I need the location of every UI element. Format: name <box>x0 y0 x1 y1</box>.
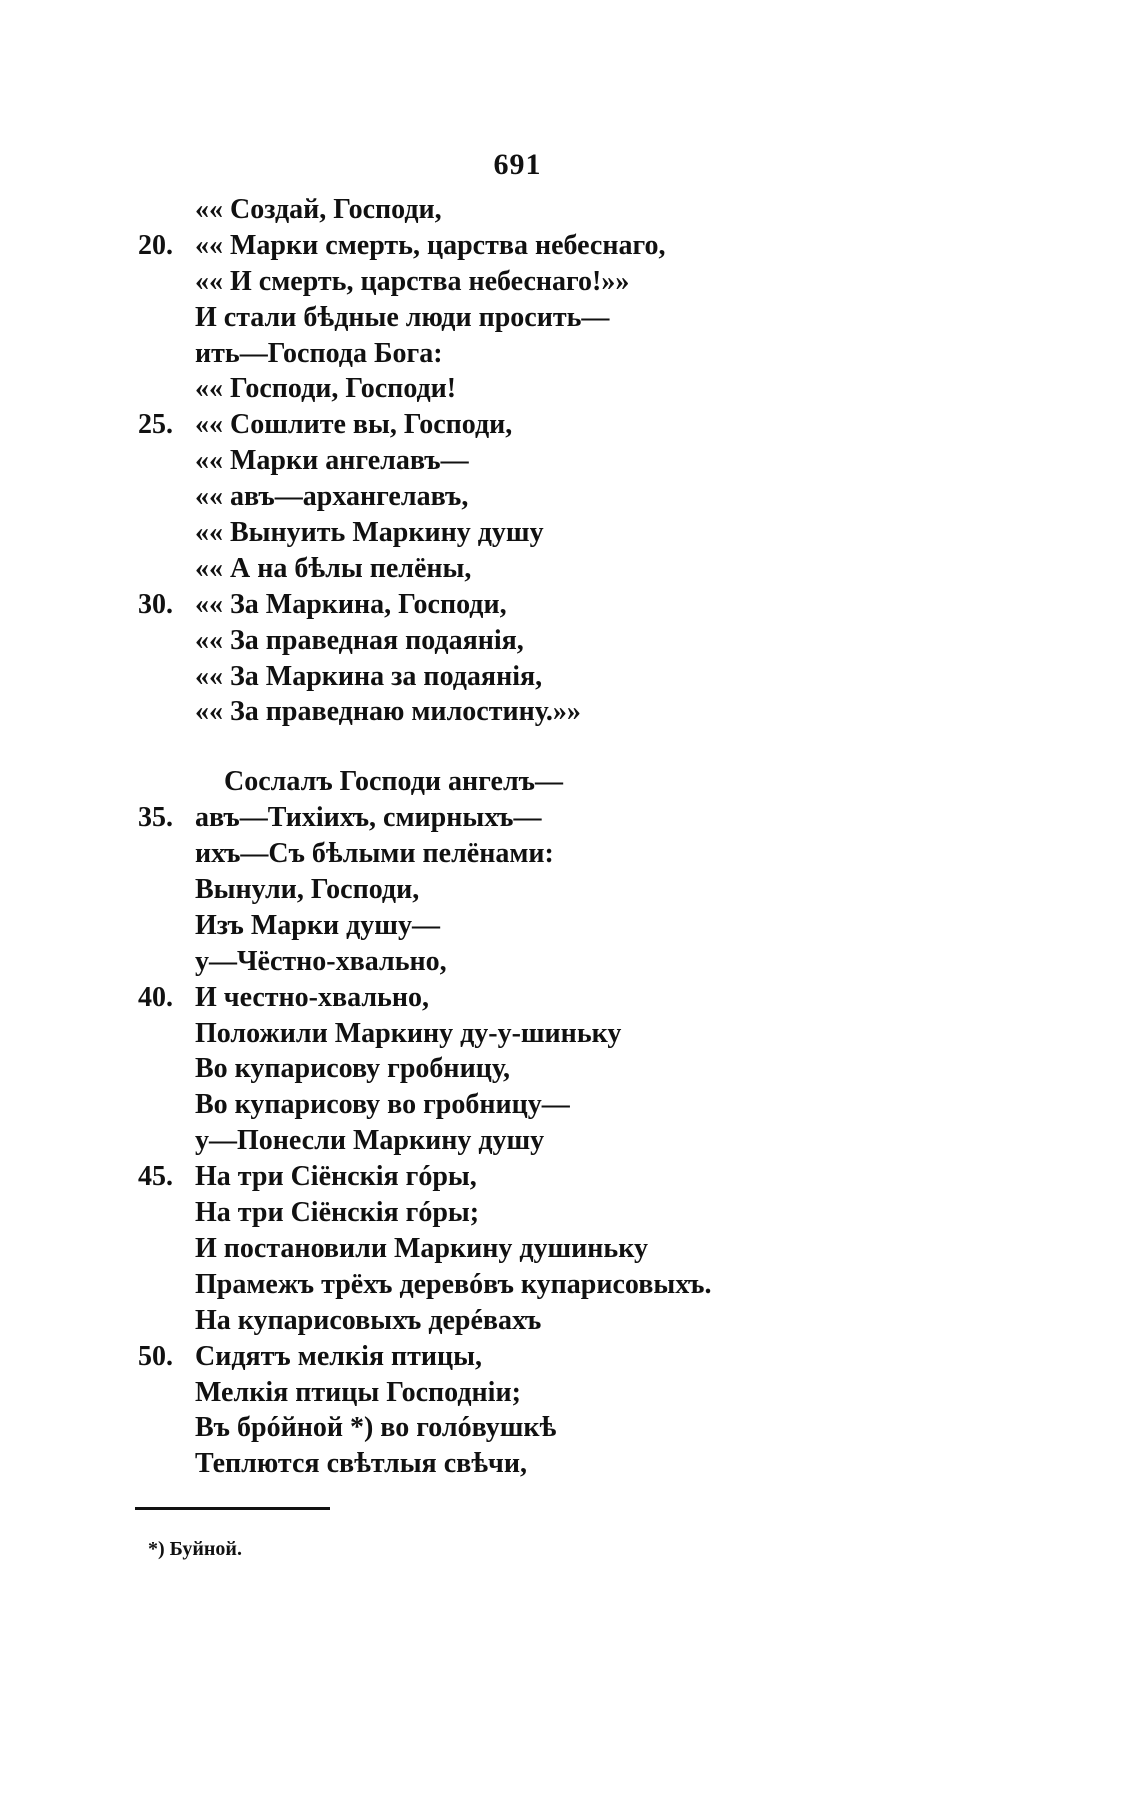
line-text: «« Сошлите вы, Господи, <box>195 409 513 441</box>
poem-line <box>0 1231 1140 1267</box>
poem-line <box>0 1051 1140 1087</box>
line-text: Сослалъ Господи ангелъ— <box>224 766 563 798</box>
line-text: Изъ Марки душу— <box>195 909 440 941</box>
line-text: «« Вынуить Маркину душу <box>195 517 544 549</box>
line-text: «« Создай, Господи, <box>195 194 442 225</box>
poem-line <box>0 407 1140 443</box>
line-number: 30. <box>138 588 173 620</box>
poem-text <box>0 192 1140 1482</box>
poem-line <box>0 1446 1140 1482</box>
poem-line <box>0 443 1140 479</box>
line-text: «« За праведнаю милостину.»» <box>195 696 581 728</box>
line-text: Положили Маркину ду-у-шиньку <box>195 1017 622 1049</box>
line-number: 40. <box>138 981 173 1013</box>
line-text: На купарисовыхъ дерéвахъ <box>195 1304 542 1336</box>
line-text: На три Сiёнскiя гóры, <box>195 1161 477 1193</box>
line-text: авъ—Тихіихъ, смирныхъ— <box>195 802 542 834</box>
poem-line <box>0 1159 1140 1195</box>
stanza-1 <box>0 192 1140 730</box>
line-text: «« Господи, Господи! <box>195 373 457 405</box>
stanza-gap <box>0 730 1140 764</box>
poem-line <box>0 980 1140 1016</box>
poem-line <box>0 479 1140 515</box>
line-text: Вынули, Господи, <box>195 874 420 906</box>
line-text: Во купарисову во гробницу— <box>195 1089 570 1121</box>
poem-line <box>0 1375 1140 1411</box>
poem-line <box>0 300 1140 336</box>
line-text: Прамежъ трёхъ деревóвъ купарисовыхъ. <box>195 1268 712 1300</box>
poem-line <box>0 908 1140 944</box>
line-number: 25. <box>138 409 173 441</box>
line-number: 50. <box>138 1340 173 1372</box>
line-text: Сидятъ мелкiя птицы, <box>195 1340 483 1372</box>
line-text: На три Сiёнскiя гóры; <box>195 1197 480 1229</box>
footnote: *) Буйной. <box>148 1538 242 1560</box>
poem-line <box>0 1195 1140 1231</box>
poem-line <box>0 1016 1140 1052</box>
line-text: «« Марки смерть, царства небеснаго, <box>195 229 666 261</box>
line-text: Теплются свѣтлыя свѣчи, <box>195 1448 527 1480</box>
poem-line <box>0 1087 1140 1123</box>
page-number: 691 <box>493 148 542 181</box>
poem-line <box>0 623 1140 659</box>
poem-line <box>0 228 1140 264</box>
line-text: «« авъ—архангелавъ, <box>195 481 469 513</box>
line-number: 35. <box>138 802 173 834</box>
poem-line <box>0 694 1140 730</box>
poem-line <box>0 659 1140 695</box>
poem-line <box>0 264 1140 300</box>
poem-line <box>0 764 1140 800</box>
poem-line <box>0 336 1140 372</box>
line-text: ить—Господа Бога: <box>195 337 443 369</box>
line-text: у—Чёстно-хвально, <box>195 945 447 977</box>
poem-line <box>0 1123 1140 1159</box>
line-text: у—Понесли Маркину душу <box>195 1125 545 1157</box>
poem-line <box>0 1410 1140 1446</box>
line-text: «« За Маркина за подаянія, <box>195 660 543 692</box>
poem-line <box>0 944 1140 980</box>
poem-line <box>0 371 1140 407</box>
line-number: 20. <box>138 229 173 261</box>
poem-line <box>0 836 1140 872</box>
poem-line <box>0 551 1140 587</box>
poem-line <box>0 1303 1140 1339</box>
line-text: «« И смерть, царства небеснаго!»» <box>195 265 630 297</box>
line-text: Въ брóйной *) во голóвушкѣ <box>195 1412 557 1444</box>
line-text: ихъ—Съ бѣлыми пелёнами: <box>195 838 554 870</box>
stanza-2 <box>0 764 1140 1482</box>
poem-line <box>0 515 1140 551</box>
line-text: «« За Маркина, Господи, <box>195 588 507 620</box>
poem-line <box>0 800 1140 836</box>
poem-line <box>0 1339 1140 1375</box>
poem-line <box>0 872 1140 908</box>
line-text: Мелкiя птицы Господнiи; <box>195 1376 521 1408</box>
line-text: И стали бѣдные люди просить— <box>195 301 610 333</box>
poem-line <box>0 192 1140 228</box>
poem-line <box>0 1267 1140 1303</box>
line-text: И постановили Маркину душиньку <box>195 1232 648 1264</box>
line-number: 45. <box>138 1161 173 1193</box>
line-text: Во купарисову гробницу, <box>195 1053 511 1085</box>
line-text: «« А на бѣлы пелёны, <box>195 552 472 584</box>
footnote-rule <box>135 1507 330 1510</box>
line-text: «« Марки ангелавъ— <box>195 445 469 477</box>
poem-line <box>0 587 1140 623</box>
line-text: «« За праведная подаянія, <box>195 624 524 656</box>
line-text: И честно-хвально, <box>195 981 429 1013</box>
